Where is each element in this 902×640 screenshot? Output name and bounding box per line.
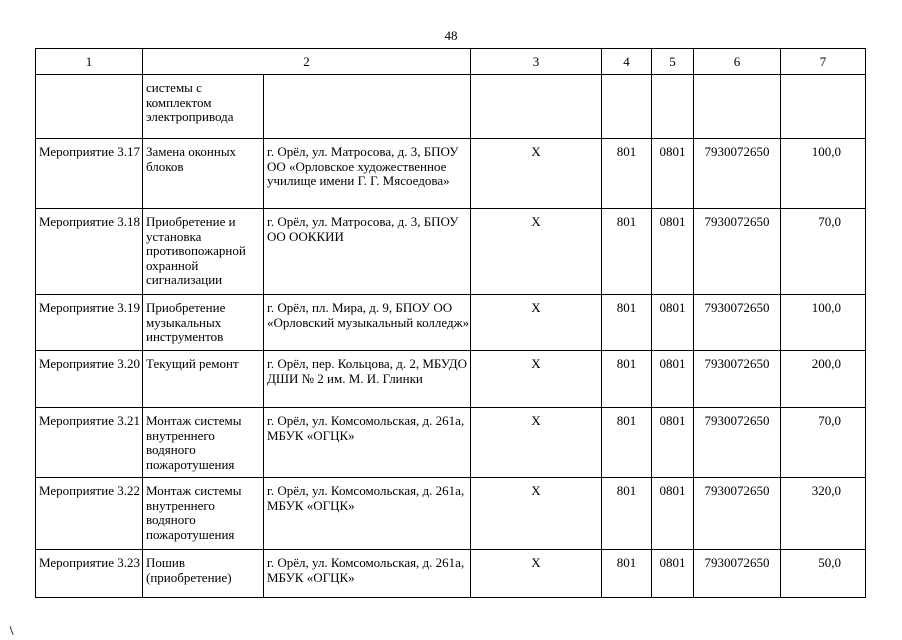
address-cell: г. Орёл, ул. Матросова, д. 3, БПОУ ОО ООККИИ <box>264 209 471 295</box>
description-cell: Замена оконных блоков <box>143 139 264 209</box>
code1-cell: 801 <box>602 550 652 598</box>
code1-cell: 801 <box>602 408 652 478</box>
code2-cell <box>652 75 694 139</box>
mark-cell <box>471 75 602 139</box>
table-row <box>36 478 866 550</box>
mark-cell: Х <box>471 478 602 550</box>
mark-cell: Х <box>471 351 602 408</box>
code3-cell <box>694 75 781 139</box>
description-cell: Текущий ремонт <box>143 351 264 408</box>
code1-cell: 801 <box>602 351 652 408</box>
event-cell: Мероприятие 3.20 <box>36 351 143 408</box>
budget-table <box>35 48 866 598</box>
amount-cell: 50,0 <box>781 550 866 598</box>
amount-cell: 100,0 <box>781 139 866 209</box>
code2-cell: 0801 <box>652 478 694 550</box>
event-cell <box>36 75 143 139</box>
header-cell-1: 1 <box>36 49 143 75</box>
amount-cell: 70,0 <box>781 408 866 478</box>
code3-cell: 7930072650 <box>694 209 781 295</box>
table-row <box>36 351 866 408</box>
event-cell: Мероприятие 3.22 <box>36 478 143 550</box>
header-cell-7: 7 <box>781 49 866 75</box>
code2-cell: 0801 <box>652 408 694 478</box>
code3-cell: 7930072650 <box>694 408 781 478</box>
table-row <box>36 408 866 478</box>
address-cell: г. Орёл, ул. Матросова, д. 3, БПОУ ОО «Орловское художественное училище имени Г. Г. Мясоедова» <box>264 139 471 209</box>
code3-cell: 7930072650 <box>694 478 781 550</box>
scan-mark <box>9 626 13 635</box>
code1-cell <box>602 75 652 139</box>
table-row <box>36 209 866 295</box>
table-row <box>36 139 866 209</box>
address-cell: г. Орёл, ул. Комсомольская, д. 261а, МБУК «ОГЦК» <box>264 478 471 550</box>
event-cell: Мероприятие 3.17 <box>36 139 143 209</box>
header-cell-4: 4 <box>602 49 652 75</box>
table-row <box>36 550 866 598</box>
table-row <box>36 75 866 139</box>
header-cell-2: 2 <box>143 49 471 75</box>
code2-cell: 0801 <box>652 550 694 598</box>
code1-cell: 801 <box>602 295 652 351</box>
code1-cell: 801 <box>602 139 652 209</box>
amount-cell: 320,0 <box>781 478 866 550</box>
code3-cell: 7930072650 <box>694 139 781 209</box>
event-cell: Мероприятие 3.18 <box>36 209 143 295</box>
event-cell: Мероприятие 3.23 <box>36 550 143 598</box>
address-cell: г. Орёл, пл. Мира, д. 9, БПОУ ОО «Орловский музыкальный колледж» <box>264 295 471 351</box>
mark-cell: Х <box>471 209 602 295</box>
mark-cell: Х <box>471 295 602 351</box>
event-cell: Мероприятие 3.21 <box>36 408 143 478</box>
code2-cell: 0801 <box>652 139 694 209</box>
amount-cell: 70,0 <box>781 209 866 295</box>
mark-cell: Х <box>471 139 602 209</box>
code3-cell: 7930072650 <box>694 295 781 351</box>
description-cell: Приобретение и установка противопожарной охранной сигнализации <box>143 209 264 295</box>
address-cell: г. Орёл, пер. Кольцова, д. 2, МБУДО ДШИ № 2 им. М. И. Глинки <box>264 351 471 408</box>
header-row <box>36 49 866 75</box>
description-cell: Монтаж системы внутреннего водяного пожаротушения <box>143 408 264 478</box>
table-row <box>36 295 866 351</box>
event-cell: Мероприятие 3.19 <box>36 295 143 351</box>
description-cell: Приобретение музыкальных инструментов <box>143 295 264 351</box>
address-cell: г. Орёл, ул. Комсомольская, д. 261а, МБУК «ОГЦК» <box>264 550 471 598</box>
header-cell-3: 3 <box>471 49 602 75</box>
code3-cell: 7930072650 <box>694 550 781 598</box>
code3-cell: 7930072650 <box>694 351 781 408</box>
code2-cell: 0801 <box>652 209 694 295</box>
header-cell-5: 5 <box>652 49 694 75</box>
header-cell-6: 6 <box>694 49 781 75</box>
code2-cell: 0801 <box>652 351 694 408</box>
description-cell: Пошив (приобретение) <box>143 550 264 598</box>
code2-cell: 0801 <box>652 295 694 351</box>
amount-cell <box>781 75 866 139</box>
amount-cell: 200,0 <box>781 351 866 408</box>
description-cell: системы с комплектом электропривода <box>143 75 264 139</box>
code1-cell: 801 <box>602 478 652 550</box>
amount-cell: 100,0 <box>781 295 866 351</box>
address-cell <box>264 75 471 139</box>
mark-cell: Х <box>471 408 602 478</box>
mark-cell: Х <box>471 550 602 598</box>
code1-cell: 801 <box>602 209 652 295</box>
page-number: 48 <box>444 28 458 43</box>
description-cell: Монтаж системы внутреннего водяного пожаротушения <box>143 478 264 550</box>
address-cell: г. Орёл, ул. Комсомольская, д. 261а, МБУК «ОГЦК» <box>264 408 471 478</box>
